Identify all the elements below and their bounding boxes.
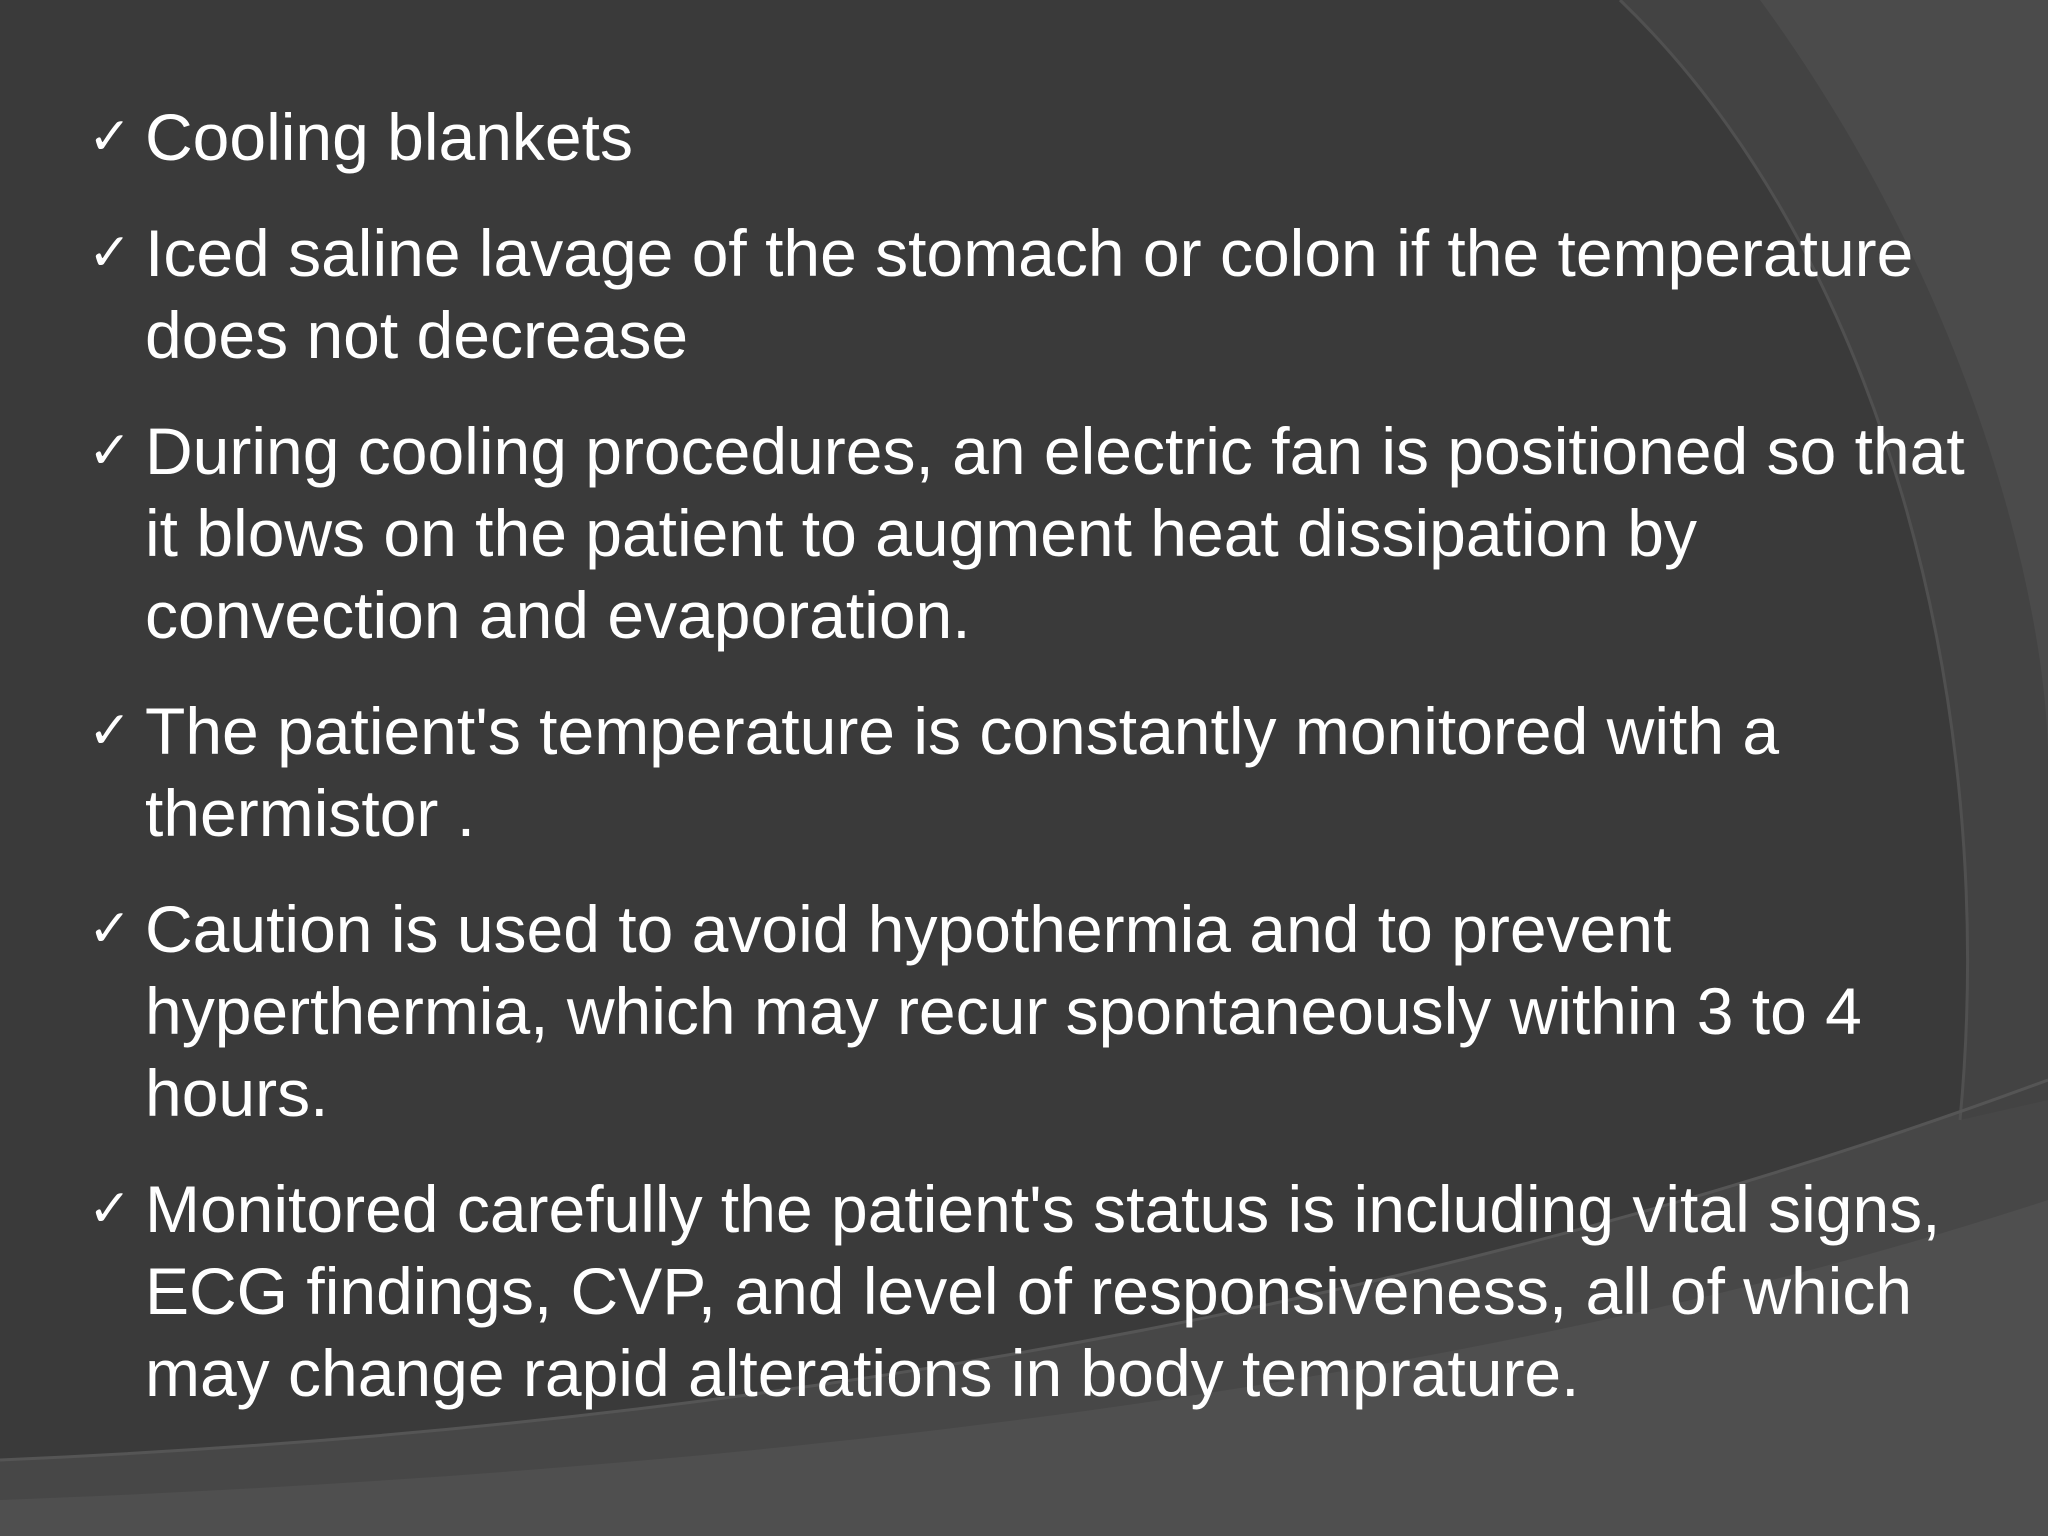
checkmark-icon: ✓ xyxy=(88,1179,132,1239)
checkmark-icon: ✓ xyxy=(88,223,132,283)
bullet-text: The patient's temperature is constantly monitored with a thermistor . xyxy=(145,694,1780,850)
bullet-item xyxy=(90,888,1970,1134)
bullet-item xyxy=(90,690,1970,854)
bullet-list xyxy=(90,96,1970,1448)
bullet-item xyxy=(90,410,1970,656)
checkmark-icon: ✓ xyxy=(88,107,132,167)
checkmark-icon: ✓ xyxy=(88,899,132,959)
bullet-item xyxy=(90,212,1970,376)
bullet-text: Iced saline lavage of the stomach or colon if the temperature does not decrease xyxy=(145,216,1914,372)
bullet-text: Monitored carefully the patient's status is including vital signs, ECG findings, CVP, and level of responsiveness, all of which may change rapid alterations in body temprature. xyxy=(145,1172,1941,1410)
bullet-text: Cooling blankets xyxy=(145,100,633,174)
bullet-item xyxy=(90,96,1970,178)
checkmark-icon: ✓ xyxy=(88,421,132,481)
bullet-text: Caution is used to avoid hypothermia and to prevent hyperthermia, which may recur spontaneously within 3 to 4 hours. xyxy=(145,892,1862,1130)
bullet-item xyxy=(90,1168,1970,1414)
bullet-text: During cooling procedures, an electric fan is positioned so that it blows on the patient to augment heat dissipation by convection and evaporation. xyxy=(145,414,1965,652)
checkmark-icon: ✓ xyxy=(88,701,132,761)
